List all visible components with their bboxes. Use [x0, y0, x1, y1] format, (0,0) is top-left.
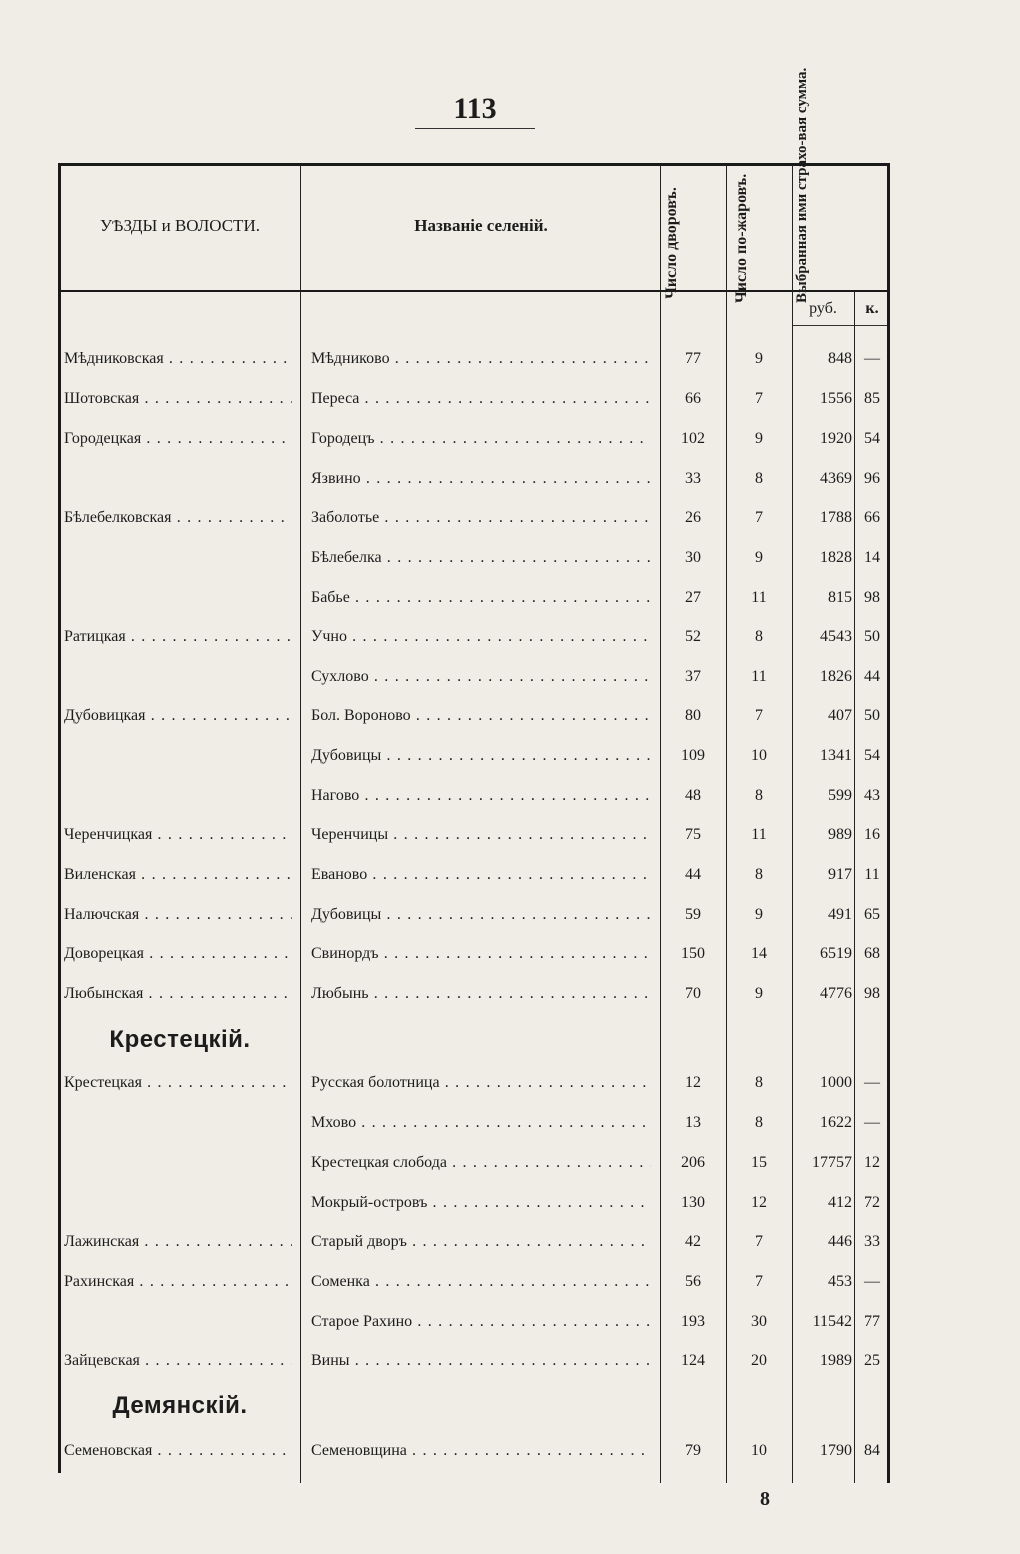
header-fires: Число по-жаровъ.: [733, 173, 750, 303]
rub-cell: 407: [828, 707, 852, 724]
rub-cell: 815: [828, 589, 852, 606]
fires-cell: 8: [755, 1114, 763, 1131]
village-cell: Вины . . .: [311, 1352, 651, 1370]
volost-cell: Бѣлебелковская . . .: [64, 509, 292, 527]
page-number-rule: [415, 128, 535, 129]
table-row: [0, 747, 1020, 777]
rub-cell: 453: [828, 1273, 852, 1290]
rub-cell: 412: [828, 1194, 852, 1211]
rub-cell: 1788: [820, 509, 852, 526]
yards-cell: 75: [685, 826, 701, 843]
table-row: [0, 1114, 1020, 1144]
volost-cell: Любынская . . .: [64, 985, 292, 1003]
yards-cell: 27: [685, 589, 701, 606]
kop-cell: 98: [864, 589, 880, 606]
district-heading: Крестецкій.: [109, 1026, 251, 1053]
rub-cell: 1826: [820, 668, 852, 685]
rub-cell: 848: [828, 350, 852, 367]
yards-cell: 52: [685, 628, 701, 645]
fires-cell: 12: [751, 1194, 767, 1211]
table-row: [0, 628, 1020, 658]
table-row: [0, 589, 1020, 619]
yards-cell: 26: [685, 509, 701, 526]
yards-cell: 124: [681, 1352, 705, 1369]
village-cell: Свинордъ . . .: [311, 945, 651, 963]
rub-cell: 4776: [820, 985, 852, 1002]
fires-cell: 11: [751, 589, 767, 606]
kop-cell: 33: [864, 1233, 880, 1250]
unit-kop: к.: [865, 300, 879, 317]
table-row: [0, 390, 1020, 420]
kop-cell: —: [864, 350, 880, 367]
unit-rub: руб.: [809, 300, 837, 317]
fires-cell: 7: [755, 390, 763, 407]
kop-cell: 50: [864, 628, 880, 645]
yards-cell: 33: [685, 470, 701, 487]
fires-cell: 7: [755, 707, 763, 724]
village-cell: Старое Рахино . . .: [311, 1313, 651, 1331]
signature-mark: 8: [760, 1488, 770, 1510]
kop-cell: 96: [864, 470, 880, 487]
rub-cell: 17757: [812, 1154, 852, 1171]
fires-cell: 8: [755, 470, 763, 487]
header-village: Названіе селеній.: [414, 216, 548, 235]
fires-cell: 11: [751, 668, 767, 685]
table-row: [0, 1352, 1020, 1382]
fires-cell: 9: [755, 549, 763, 566]
yards-cell: 109: [681, 747, 705, 764]
kop-cell: 68: [864, 945, 880, 962]
village-cell: Бол. Вороново . . .: [311, 707, 651, 725]
volost-cell: Черенчицкая . . .: [64, 826, 292, 844]
volost-cell: Лажинская . . .: [64, 1233, 292, 1251]
yards-cell: 42: [685, 1233, 701, 1250]
table-row: [0, 470, 1020, 500]
kop-cell: 25: [864, 1352, 880, 1369]
kop-cell: 66: [864, 509, 880, 526]
yards-cell: 193: [681, 1313, 705, 1330]
village-cell: Русская болотница . . .: [311, 1074, 651, 1092]
village-cell: Крестецкая слобода . . .: [311, 1154, 651, 1172]
rub-cell: 917: [828, 866, 852, 883]
rub-cell: 6519: [820, 945, 852, 962]
yards-cell: 48: [685, 787, 701, 804]
kop-cell: 43: [864, 787, 880, 804]
yards-cell: 37: [685, 668, 701, 685]
yards-cell: 80: [685, 707, 701, 724]
village-cell: Мхово . . .: [311, 1114, 651, 1132]
volost-cell: Доворецкая . . .: [64, 945, 292, 963]
table-row: [0, 826, 1020, 856]
village-cell: Дубовицы . . .: [311, 906, 651, 924]
fires-cell: 9: [755, 985, 763, 1002]
yards-cell: 130: [681, 1194, 705, 1211]
table-row: [0, 1273, 1020, 1303]
fires-cell: 11: [751, 826, 767, 843]
yards-cell: 66: [685, 390, 701, 407]
rub-cell: 4543: [820, 628, 852, 645]
table-row: [0, 1154, 1020, 1184]
fires-cell: 20: [751, 1352, 767, 1369]
table-row: [0, 866, 1020, 896]
page-number: 113: [453, 92, 497, 125]
rub-cell: 4369: [820, 470, 852, 487]
fires-cell: 9: [755, 350, 763, 367]
kop-cell: —: [864, 1273, 880, 1290]
rub-cell: 1622: [820, 1114, 852, 1131]
village-cell: Семеновщина . . .: [311, 1442, 651, 1460]
rub-cell: 11542: [812, 1313, 852, 1330]
table-row: [0, 549, 1020, 579]
village-cell: Нагово . . .: [311, 787, 651, 805]
table-row: [0, 1194, 1020, 1224]
fires-cell: 10: [751, 747, 767, 764]
volost-cell: Зайцевская . . .: [64, 1352, 292, 1370]
village-cell: Сухлово . . .: [311, 668, 651, 686]
fires-cell: 8: [755, 866, 763, 883]
village-cell: Бѣлебелка . . .: [311, 549, 651, 567]
village-cell: Мѣдниково . . .: [311, 350, 651, 368]
rub-cell: 989: [828, 826, 852, 843]
village-cell: Городецъ . . .: [311, 430, 651, 448]
fires-cell: 8: [755, 1074, 763, 1091]
village-cell: Учно . . .: [311, 628, 651, 646]
yards-cell: 102: [681, 430, 705, 447]
village-cell: Заболотье . . .: [311, 509, 651, 527]
yards-cell: 79: [685, 1442, 701, 1459]
kop-cell: 54: [864, 747, 880, 764]
kop-cell: 11: [864, 866, 880, 883]
table-row: [0, 1442, 1020, 1472]
yards-cell: 59: [685, 906, 701, 923]
kop-cell: —: [864, 1114, 880, 1131]
kop-cell: 44: [864, 668, 880, 685]
rub-cell: 1828: [820, 549, 852, 566]
yards-cell: 77: [685, 350, 701, 367]
table-row: [0, 350, 1020, 380]
volost-cell: Городецкая . . .: [64, 430, 292, 448]
village-cell: Бабье . . .: [311, 589, 651, 607]
fires-cell: 9: [755, 906, 763, 923]
village-cell: Еваново . . .: [311, 866, 651, 884]
volost-cell: Налючская . . .: [64, 906, 292, 924]
kop-cell: 16: [864, 826, 880, 843]
fires-cell: 14: [751, 945, 767, 962]
rub-cell: 1000: [820, 1074, 852, 1091]
rub-cell: 446: [828, 1233, 852, 1250]
fires-cell: 8: [755, 787, 763, 804]
table-top-border: [58, 163, 890, 166]
table-row: [0, 1233, 1020, 1263]
kop-cell: 77: [864, 1313, 880, 1330]
table-row: [0, 1313, 1020, 1343]
volost-cell: Шотовская . . .: [64, 390, 292, 408]
fires-cell: 9: [755, 430, 763, 447]
volost-cell: Виленская . . .: [64, 866, 292, 884]
rub-cell: 1989: [820, 1352, 852, 1369]
table-row: [0, 906, 1020, 936]
kop-cell: 72: [864, 1194, 880, 1211]
kop-cell: 54: [864, 430, 880, 447]
kop-cell: 85: [864, 390, 880, 407]
fires-cell: 7: [755, 1233, 763, 1250]
yards-cell: 206: [681, 1154, 705, 1171]
table-row: [0, 668, 1020, 698]
table-row: [0, 430, 1020, 460]
yards-cell: 44: [685, 866, 701, 883]
fires-cell: 7: [755, 509, 763, 526]
table-row: [0, 787, 1020, 817]
fires-cell: 30: [751, 1313, 767, 1330]
fires-cell: 7: [755, 1273, 763, 1290]
volost-cell: Мѣдниковская . . .: [64, 350, 292, 368]
village-cell: Мокрый-островъ . . .: [311, 1194, 651, 1212]
rub-cell: 599: [828, 787, 852, 804]
fires-cell: 15: [751, 1154, 767, 1171]
header-sum: Выбранная ими страхо-вая сумма.: [794, 67, 810, 303]
village-cell: Старый дворъ . . .: [311, 1233, 651, 1251]
village-cell: Язвино . . .: [311, 470, 651, 488]
yards-cell: 12: [685, 1074, 701, 1091]
village-cell: Дубовицы . . .: [311, 747, 651, 765]
yards-cell: 56: [685, 1273, 701, 1290]
volost-cell: Крестецкая . . .: [64, 1074, 292, 1092]
kop-cell: 65: [864, 906, 880, 923]
fires-cell: 10: [751, 1442, 767, 1459]
rub-cell: 1920: [820, 430, 852, 447]
yards-cell: 150: [681, 945, 705, 962]
rub-cell: 491: [828, 906, 852, 923]
kop-cell: 12: [864, 1154, 880, 1171]
header-volost: УѢЗДЫ и ВОЛОСТИ.: [100, 216, 260, 235]
kop-cell: 14: [864, 549, 880, 566]
subheader-rule: [792, 325, 888, 326]
village-cell: Соменка . . .: [311, 1273, 651, 1291]
table-row: [0, 985, 1020, 1015]
volost-cell: Ратицкая . . .: [64, 628, 292, 646]
kop-cell: 98: [864, 985, 880, 1002]
yards-cell: 30: [685, 549, 701, 566]
volost-cell: Рахинская . . .: [64, 1273, 292, 1291]
yards-cell: 70: [685, 985, 701, 1002]
kop-cell: —: [864, 1074, 880, 1091]
district-heading: Демянскій.: [112, 1392, 248, 1419]
village-cell: Любынь . . .: [311, 985, 651, 1003]
volost-cell: Семеновская . . .: [64, 1442, 292, 1460]
fires-cell: 8: [755, 628, 763, 645]
kop-cell: 84: [864, 1442, 880, 1459]
village-cell: Черенчицы . . .: [311, 826, 651, 844]
kop-cell: 50: [864, 707, 880, 724]
yards-cell: 13: [685, 1114, 701, 1131]
table-row: [0, 1074, 1020, 1104]
volost-cell: Дубовицкая . . .: [64, 707, 292, 725]
rub-cell: 1556: [820, 390, 852, 407]
rub-cell: 1341: [820, 747, 852, 764]
rub-cell: 1790: [820, 1442, 852, 1459]
village-cell: Пересa . . .: [311, 390, 651, 408]
header-yards: Число дворовъ.: [663, 187, 680, 299]
table-row: [0, 707, 1020, 737]
table-row: [0, 509, 1020, 539]
table-row: [0, 945, 1020, 975]
